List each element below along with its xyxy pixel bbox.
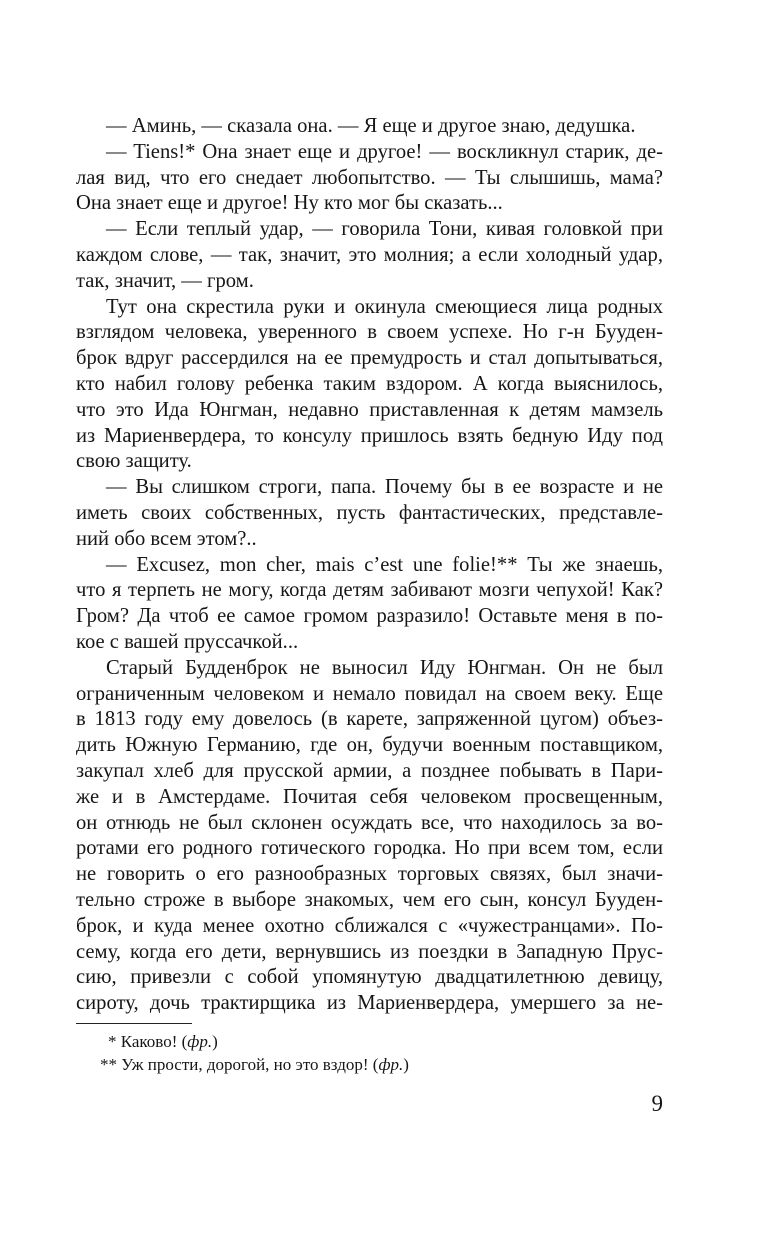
footnote-mark: * xyxy=(108,1032,121,1051)
text-line: он отнюдь не был склонен осуждать все, что находилось за во- xyxy=(76,811,663,834)
text-line: — Tiens!* Она знает еще и другое! — воскликнул старик, де- xyxy=(106,140,663,163)
text-line: ограниченным человеком и немало повидал на своем веку. Еще xyxy=(76,682,663,705)
text-line: что я терпеть не могу, когда детям забивают мозги чепухой! Как? xyxy=(76,579,663,602)
text-line: закупал хлеб для прусской армии, а позднее побывать в Пари- xyxy=(76,759,663,782)
text-line: Старый Будденброк не выносил Иду Юнгман. Он не был xyxy=(106,656,663,679)
text-line: сию, привезли с собой упомянутую двадцатилетнюю девицу, xyxy=(76,966,663,989)
text-line: кое с вашей пруссачкой... xyxy=(76,630,299,653)
text-line: — Если теплый удар, — говорила Тони, кивая головкой при xyxy=(106,218,663,241)
footnote-divider xyxy=(76,1023,192,1024)
body-text xyxy=(76,114,663,1017)
text-line: брок, и куда менее охотно сближался с «чужестранцами». По- xyxy=(76,914,663,937)
text-line: лая вид, что его снедает любопытство. — Ты слышишь, мама? xyxy=(76,166,663,189)
text-line: брок вдруг рассердился на ее премудрость и стал допытываться, xyxy=(76,347,663,370)
text-line: так, значит, — гром. xyxy=(76,269,254,292)
text-line: — Аминь, — сказала она. — Я еще и другое знаю, дедушка. xyxy=(106,115,636,137)
text-line: Тут она скрестила руки и окинула смеющиеся лица родных xyxy=(106,295,663,318)
text-line: дить Южную Германию, где он, будучи военным поставщиком, xyxy=(76,734,663,757)
footnote-lang: фр. xyxy=(187,1032,213,1051)
footnote-text: Каково! ( xyxy=(120,1032,188,1051)
text-line: не говорить о его разнообразных торговых связях, был значи- xyxy=(76,863,663,886)
text-line: свою защиту. xyxy=(76,450,192,473)
footnote-close: ) xyxy=(212,1032,218,1051)
footnote-close: ) xyxy=(403,1055,409,1074)
text-line: ротами его родного готического городка. Но при всем том, если xyxy=(76,837,663,860)
text-line: в 1813 году ему довелось (в карете, запряженной цугом) объез- xyxy=(76,708,663,731)
text-line: каждом слове, — так, значит, это молния; а если холодный удар, xyxy=(76,243,663,266)
text-line: — Вы слишком строги, папа. Почему бы в ее возрасте и не xyxy=(106,476,663,499)
text-line: что это Ида Юнгман, недавно приставленная к детям мамзель xyxy=(76,398,663,421)
text-line: Она знает еще и другое! Ну кто мог бы сказать... xyxy=(76,192,503,215)
text-line: взглядом человека, уверенного в своем успехе. Но г-н Бууден- xyxy=(76,321,663,344)
text-line: же и в Амстердаме. Почитая себя человеком просвещенным, xyxy=(76,785,663,808)
footnote-lang: фр. xyxy=(378,1055,404,1074)
page-number: 9 xyxy=(651,1091,663,1116)
footnote-1 xyxy=(76,1030,663,1053)
text-line: сироту, дочь трактирщика из Мариенвердера, умершего за не- xyxy=(76,992,663,1015)
footnote-text: Уж прости, дорогой, но это вздор! ( xyxy=(121,1055,379,1074)
text-line: тельно строже в выборе знакомых, чем его сын, консул Бууден- xyxy=(76,888,663,911)
footnotes xyxy=(76,1030,663,1076)
text-line: ний обо всем этом?.. xyxy=(76,527,257,550)
footnote-mark: ** xyxy=(100,1055,122,1074)
text-line: — Excusez, mon cher, mais c’est une folie!** Ты же знаешь, xyxy=(106,553,663,576)
text-line: Гром? Да чтоб ее самое громом разразило! Оставьте меня в по- xyxy=(76,605,663,628)
footnote-2 xyxy=(76,1053,663,1076)
text-line: иметь своих собственных, пусть фантастических, представле- xyxy=(76,501,663,524)
text-line: кто набил голову ребенка таким вздором. А когда выяснилось, xyxy=(76,372,663,395)
text-line: сему, когда его дети, вернувшись из поездки в Западную Прус- xyxy=(76,940,663,963)
text-line: из Мариенвердера, то консулу пришлось взять бедную Иду под xyxy=(76,424,663,447)
